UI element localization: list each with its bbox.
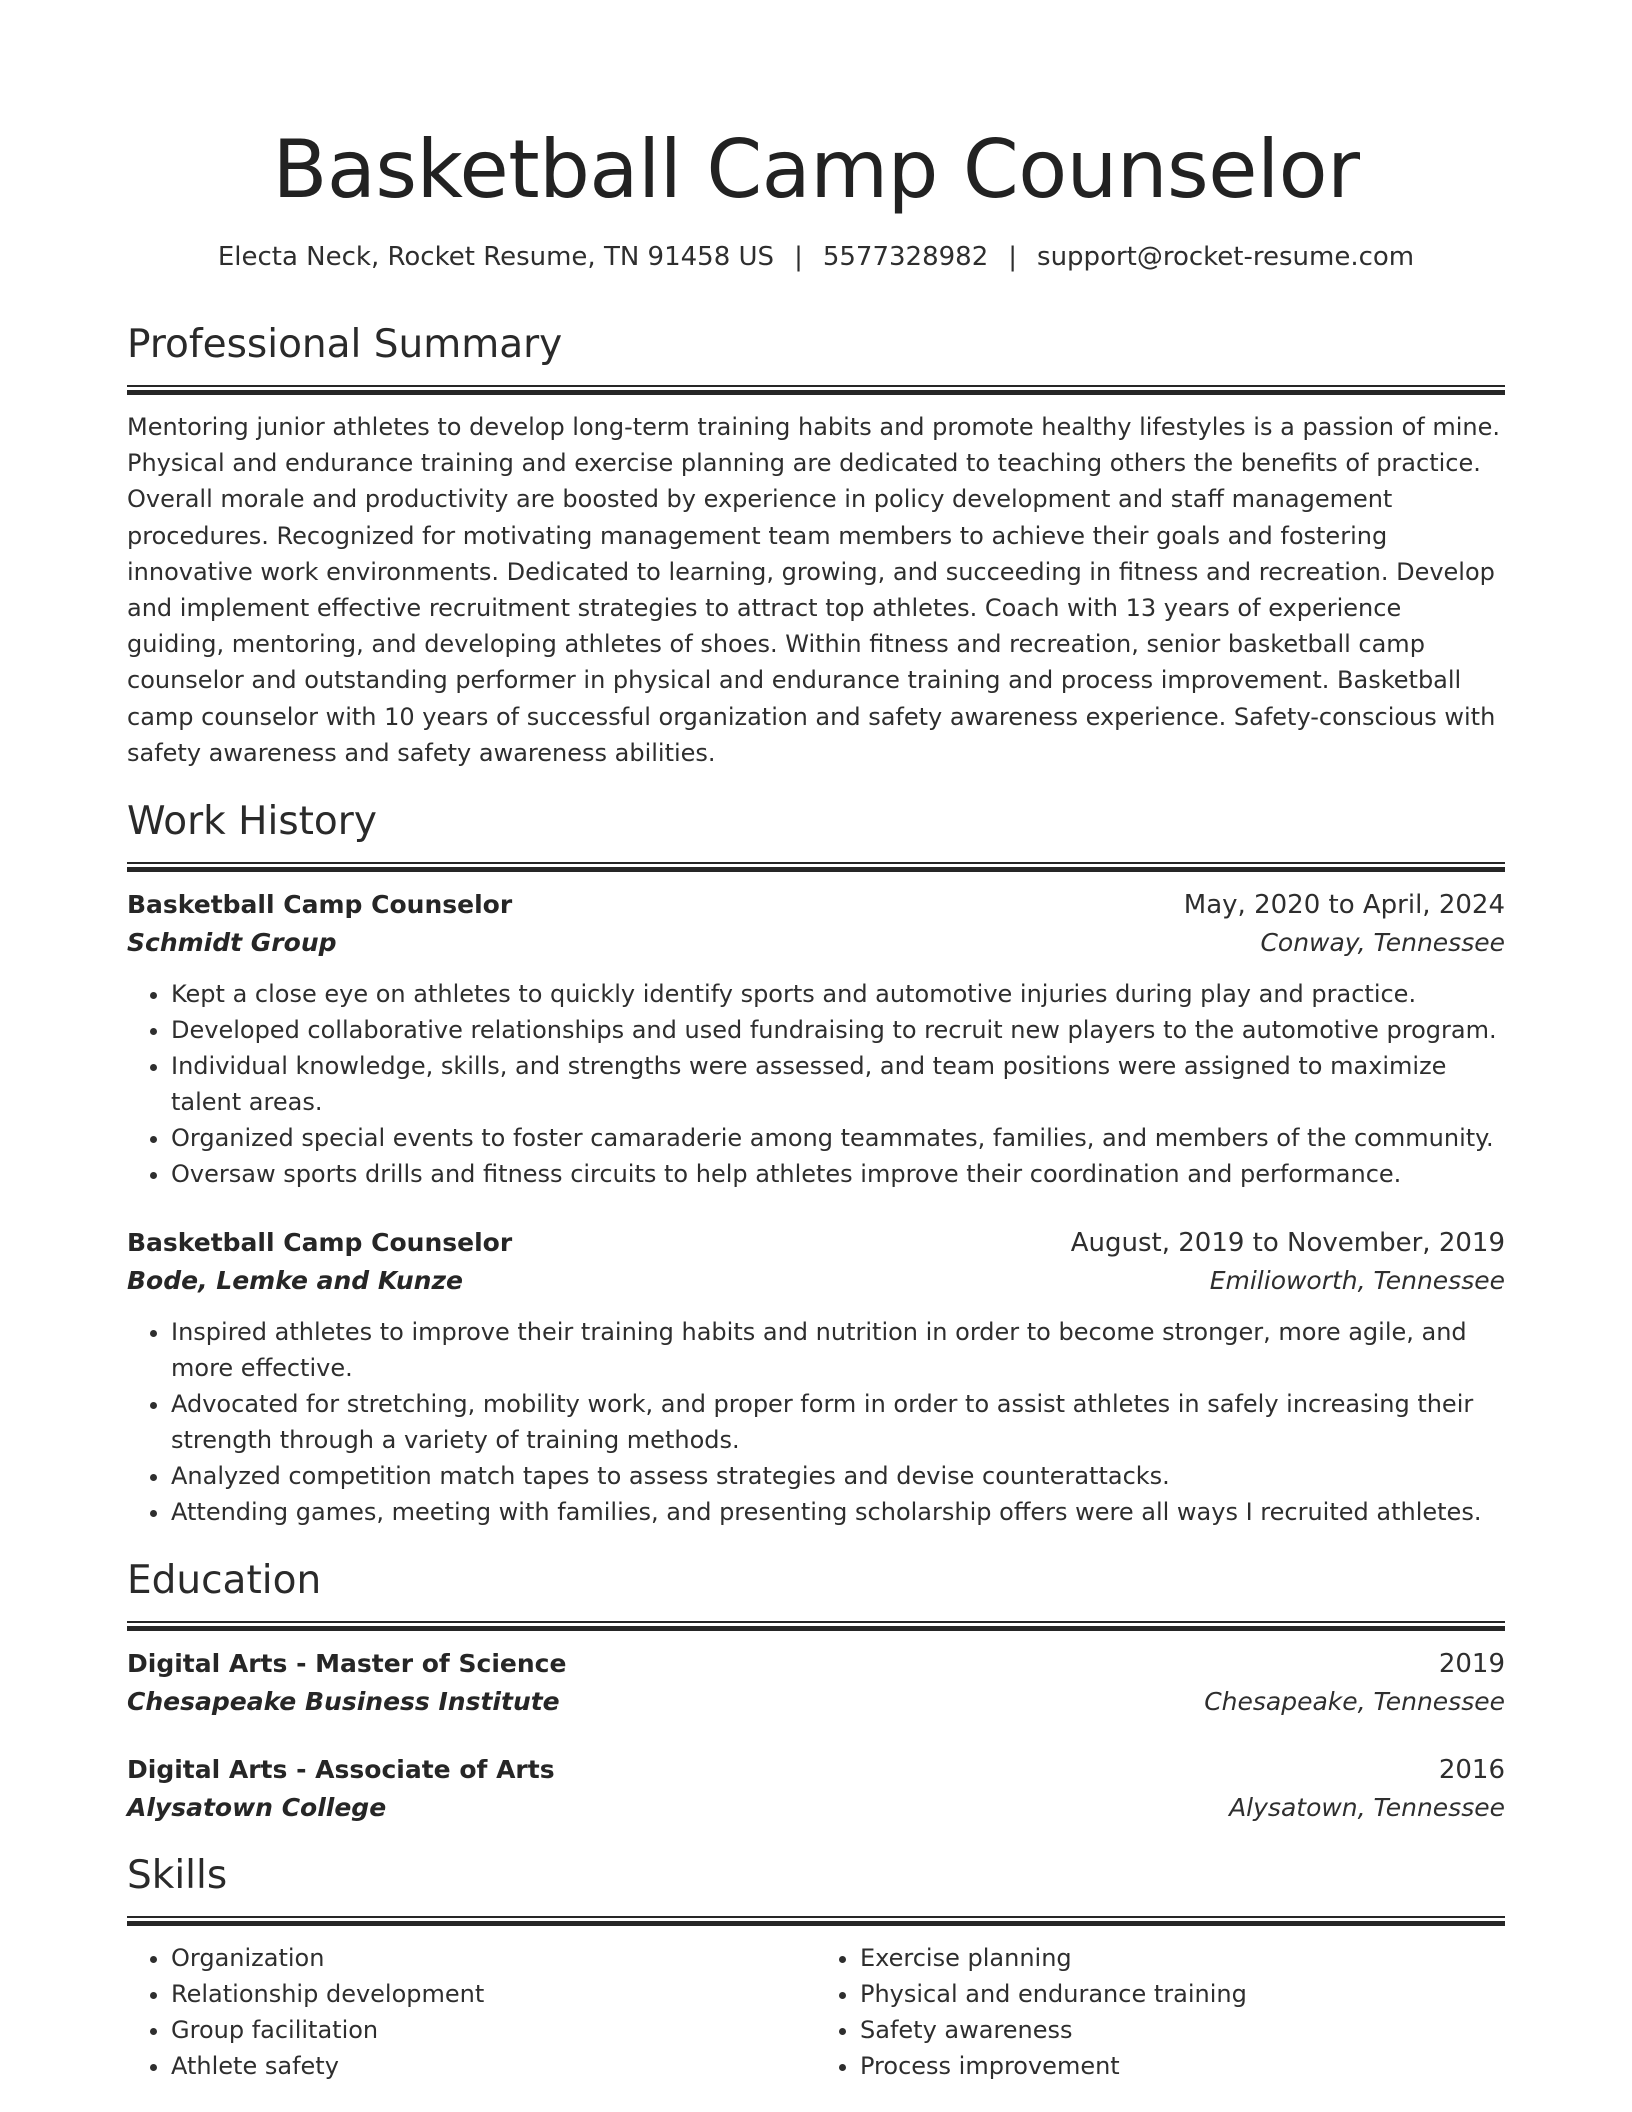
job-location: Emilioworth, Tennessee <box>1209 1266 1505 1296</box>
job-subheader <box>127 924 1505 962</box>
graduation-year: 2019 <box>1438 1649 1505 1680</box>
degree-title: Digital Arts - Associate of Arts <box>127 1755 555 1785</box>
job-bullet: • Analyzed competition match tapes to assess strategies and devise counterattacks. <box>171 1458 1505 1494</box>
contact-address: Electa Neck, Rocket Resume, TN 91458 US <box>217 242 775 272</box>
job-bullets <box>127 976 1505 1192</box>
education-header <box>127 1751 1505 1789</box>
contact-phone: 5577328982 <box>822 242 989 272</box>
job-dates: August, 2019 to November, 2019 <box>1070 1228 1505 1259</box>
degree-title: Digital Arts - Master of Science <box>127 1649 567 1679</box>
job-bullet: • Attending games, meeting with families, and presenting scholarship offers were all ways I recruited athletes. <box>171 1494 1505 1530</box>
job-entry <box>127 1224 1505 1530</box>
education-subheader <box>127 1789 1505 1827</box>
job-company: Bode, Lemke and Kunze <box>127 1266 463 1296</box>
school-location: Chesapeake, Tennessee <box>1204 1687 1505 1717</box>
skill-item: • Group facilitation <box>171 2012 816 2048</box>
skills-column-right <box>816 1940 1505 2084</box>
skills-list <box>127 1940 816 2084</box>
job-header <box>127 886 1505 924</box>
job-title: Basketball Camp Counselor <box>127 1228 513 1258</box>
graduation-year: 2016 <box>1438 1755 1505 1786</box>
job-header <box>127 1224 1505 1262</box>
section-heading-summary: Professional Summary <box>127 322 563 367</box>
contact-separator: | <box>1008 242 1018 272</box>
skill-item: • Relationship development <box>171 1976 816 2012</box>
education-subheader <box>127 1683 1505 1721</box>
skill-item: • Organization <box>171 1940 816 1976</box>
job-dates: May, 2020 to April, 2024 <box>1183 890 1505 921</box>
contact-email[interactable]: support@rocket-resume.com <box>1037 242 1415 272</box>
job-subheader <box>127 1262 1505 1300</box>
job-entry <box>127 886 1505 1192</box>
job-location: Conway, Tennessee <box>1260 928 1505 958</box>
job-bullet: • Organized special events to foster camaraderie among teammates, families, and members of the community. <box>171 1120 1505 1156</box>
skills-grid <box>127 1940 1505 2084</box>
job-bullets <box>127 1314 1505 1530</box>
summary-text: Mentoring junior athletes to develop long-term training habits and promote healthy lifestyles is a passion of mine. Physical and endurance training and exercise planning are dedicated to teaching others the benefits of practice. Overall morale and productivity are boosted by experience in policy development and staff management procedures. Recognized for motivating management team members to achieve their goals and fostering innovative work environments. Dedicated to learning, growing, and succeeding in fitness and recreation. Develop and implement effective recruitment strategies to attract top athletes. Coach with 13 years of experience guiding, mentoring, and developing athletes of shoes. Within fitness and recreation, senior basketball camp counselor and outstanding performer in physical and endurance training and process improvement. Basketball camp counselor with 10 years of successful organization and safety awareness experience. Safety-conscious with safety awareness and safety awareness abilities. <box>127 413 1500 767</box>
skills-list <box>816 1940 1505 2084</box>
job-bullet: • Individual knowledge, skills, and strengths were assessed, and team positions were assigned to maximize talent areas. <box>171 1048 1505 1120</box>
section-divider <box>127 862 1505 872</box>
skills-column-left <box>127 1940 816 2084</box>
skill-item: • Physical and endurance training <box>860 1976 1505 2012</box>
contact-separator: | <box>794 242 803 272</box>
section-divider <box>127 1621 1505 1631</box>
job-title: Basketball Camp Counselor <box>127 890 513 920</box>
section-divider <box>127 385 1505 395</box>
school-location: Alysatown, Tennessee <box>1229 1793 1505 1823</box>
resume-title: Basketball Camp Counselor <box>272 123 1360 216</box>
section-heading-education: Education <box>127 1558 322 1604</box>
skill-item: • Athlete safety <box>171 2048 816 2084</box>
section-heading-skills: Skills <box>127 1853 228 1899</box>
skill-item: • Exercise planning <box>860 1940 1505 1976</box>
job-bullet: • Developed collaborative relationships and used fundraising to recruit new players to the automotive program. <box>171 1012 1505 1048</box>
skills-section <box>127 1851 1505 2084</box>
section-heading-work: Work History <box>127 799 377 845</box>
contact-line <box>127 240 1505 274</box>
education-section <box>127 1556 1505 1827</box>
education-entry <box>127 1751 1505 1827</box>
school-name: Chesapeake Business Institute <box>127 1687 560 1717</box>
job-bullet: • Kept a close eye on athletes to quickly identify sports and automotive injuries during play and practice. <box>171 976 1505 1012</box>
job-bullet: • Oversaw sports drills and fitness circuits to help athletes improve their coordination and performance. <box>171 1156 1505 1192</box>
skill-item: • Safety awareness <box>860 2012 1505 2048</box>
job-company: Schmidt Group <box>127 928 337 958</box>
education-entry <box>127 1645 1505 1721</box>
education-header <box>127 1645 1505 1683</box>
school-name: Alysatown College <box>127 1793 387 1823</box>
skill-item: • Process improvement <box>860 2048 1505 2084</box>
section-divider <box>127 1916 1505 1926</box>
work-history-section <box>127 797 1505 1530</box>
summary-section <box>127 320 1505 771</box>
job-bullet: • Advocated for stretching, mobility work, and proper form in order to assist athletes in safely increasing their strength through a variety of training methods. <box>171 1386 1505 1458</box>
job-bullet: • Inspired athletes to improve their training habits and nutrition in order to become stronger, more agile, and more effective. <box>171 1314 1505 1386</box>
